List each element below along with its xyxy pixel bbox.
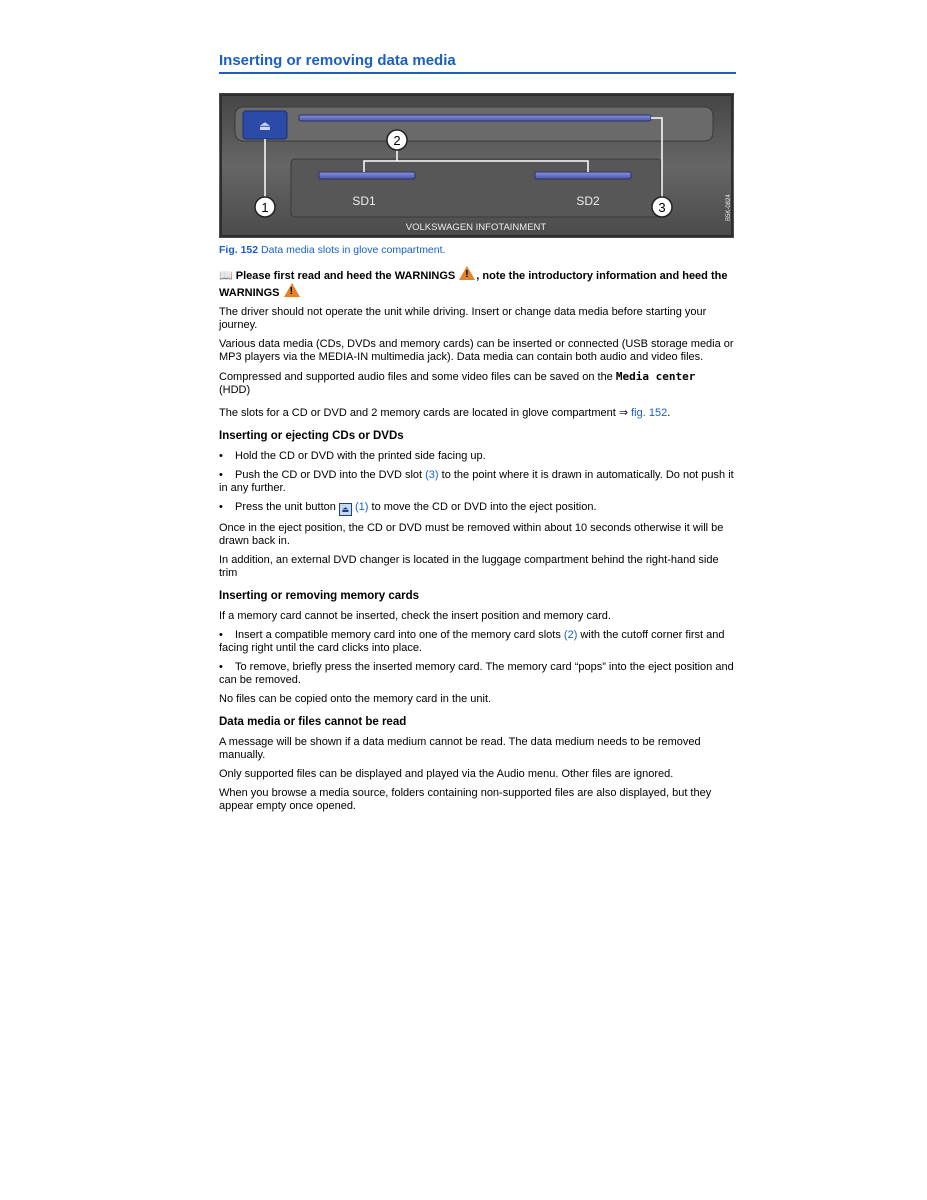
warning-icon: [284, 283, 300, 297]
ref-1: (1): [355, 501, 369, 513]
warning-icon: [459, 266, 475, 280]
paragraph: Once in the eject position, the CD or DVD must be removed within about 10 seconds otherwise it will be drawn back in.: [219, 522, 724, 547]
list-item: • Hold the CD or DVD with the printed side facing up.: [219, 450, 486, 462]
paragraph: When you browse a media source, folders containing non-supported files are also displayed, but they appear empty once opened.: [219, 787, 712, 812]
figure-code: B5K-0824: [726, 194, 732, 221]
sd1-label: SD1: [352, 194, 376, 208]
paragraph: In addition, an external DVD changer is located in the luggage compartment behind the right-hand side trim: [219, 554, 719, 579]
svg-text:3: 3: [658, 200, 666, 215]
list-item: • To remove, briefly press the inserted memory card. The memory card “pops” into the eject position and can be removed.: [219, 661, 734, 686]
callout-1: [255, 197, 275, 217]
eject-icon: ⏏: [258, 119, 272, 134]
list-item: • Push the CD or DVD into the DVD slot (3) to the point where it is drawn in automatically. Do not push it in any further.: [219, 469, 734, 494]
page-title: Inserting or removing data media: [219, 52, 736, 74]
infotainment-unit-figure: [219, 93, 734, 238]
sd2-slot: [535, 172, 631, 179]
figure-number: Fig. 152: [219, 244, 259, 256]
media-center-term: Media center: [615, 370, 696, 383]
paragraph: Various data media (CDs, DVDs and memory cards) can be inserted or connected (USB storage media or MP3 players via the MEDIA-IN multimedia jack). Data media can contain both audio and video files.: [219, 338, 734, 363]
content: [219, 266, 734, 819]
svg-text:2: 2: [393, 133, 401, 148]
warning-heading: 📖 Please first read and heed the WARNINGS ! , note the introductory information and heed the WARNINGS !: [219, 266, 734, 300]
book-icon: 📖: [219, 270, 233, 282]
section-heading-cd-dvd: Inserting or ejecting CDs or DVDs: [219, 430, 404, 442]
figure-link[interactable]: fig. 152: [631, 407, 668, 419]
sd1-slot: [319, 172, 415, 179]
paragraph: If a memory card cannot be inserted, check the insert position and memory card.: [219, 610, 611, 622]
section-heading-memory-cards: Inserting or removing memory cards: [219, 590, 420, 602]
figure-caption: [219, 244, 445, 256]
callout-2: [387, 130, 407, 150]
dvd-slot: [299, 115, 651, 121]
eject-button-icon: ⏏: [339, 503, 352, 516]
ref-2: (2): [563, 629, 578, 641]
ref-3: (3): [425, 469, 439, 481]
section-heading-unreadable: Data media or files cannot be read: [219, 716, 407, 728]
callout-3: [652, 197, 672, 217]
paragraph: Compressed and supported audio files and some video files can be saved on the Media center (HDD): [219, 370, 696, 396]
paragraph: The slots for a CD or DVD and 2 memory cards are located in glove compartment ⇒ fig. 152.: [219, 407, 671, 419]
list-item: • Insert a compatible memory card into one of the memory card slots (2) with the cutoff corner first and facing right until the card clicks into place.: [219, 629, 725, 654]
brand-text: VOLKSWAGEN INFOTAINMENT: [405, 222, 547, 233]
list-item: • Press the unit button ⏏ (1) to move the CD or DVD into the eject position.: [219, 501, 597, 514]
paragraph: No files can be copied onto the memory card in the unit.: [219, 693, 492, 705]
paragraph: The driver should not operate the unit while driving. Insert or change data media before starting your journey.: [219, 306, 707, 331]
svg-text:1: 1: [261, 200, 269, 215]
figure-caption-text: Data media slots in glove compartment.: [261, 244, 446, 256]
paragraph: A message will be shown if a data medium cannot be read. The data medium needs to be removed manually.: [219, 736, 701, 761]
paragraph: Only supported files can be displayed and played via the Audio menu. Other files are ignored.: [219, 768, 674, 780]
sd2-label: SD2: [576, 194, 600, 208]
